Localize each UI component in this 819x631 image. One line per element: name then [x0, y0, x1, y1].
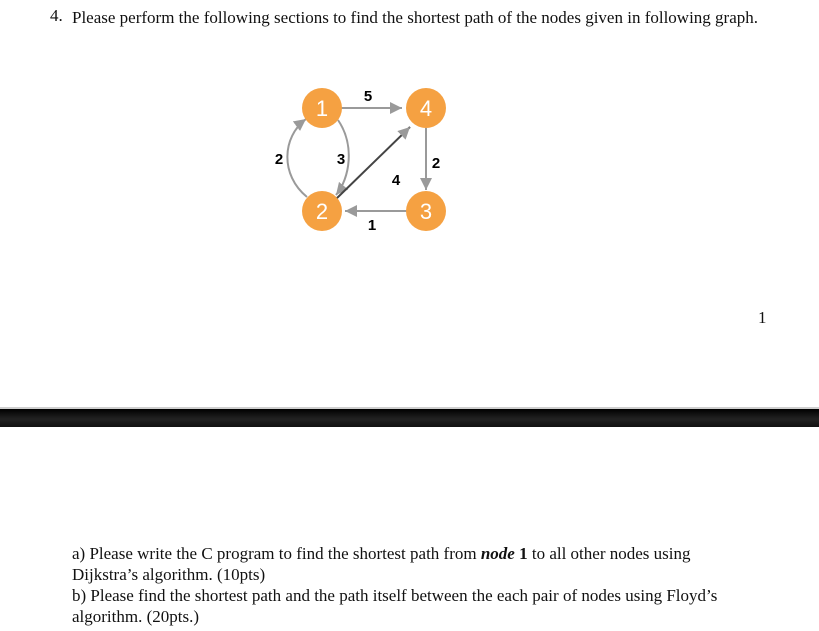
edge-2-1 — [287, 119, 307, 197]
part-b-line1: b) Please find the shortest path and the path itself between the each pair of nodes using Floyd’s — [72, 586, 718, 605]
part-a-line2: Dijkstra’s algorithm. (10pts) — [72, 565, 266, 584]
question-text: Please perform the following sections to find the shortest path of the nodes given in following graph. — [72, 8, 759, 27]
edge-weight-1-4: 5 — [363, 88, 373, 105]
part-a-suffix: to all other nodes using — [527, 544, 691, 563]
node-label-1: 1 — [315, 96, 329, 121]
node-label-3: 3 — [419, 199, 433, 224]
node-label-2: 2 — [315, 199, 329, 224]
edge-weight-4-3: 2 — [431, 155, 441, 172]
edge-weight-2-1: 2 — [274, 151, 284, 168]
graph-node-1 — [302, 88, 342, 128]
graph-node-3 — [406, 191, 446, 231]
part-a-node-num: 1 — [514, 544, 528, 563]
page-number: 1 — [758, 308, 767, 327]
part-b-line2: algorithm. (20pts.) — [72, 607, 200, 626]
part-a-line1 — [72, 543, 802, 564]
page-break-bar — [0, 409, 819, 427]
graph-node-2 — [302, 191, 342, 231]
edge-weight-1-2: 3 — [336, 151, 346, 168]
question-parts — [72, 543, 802, 627]
question-number: 4. — [50, 6, 63, 25]
node-label-4: 4 — [419, 96, 433, 121]
edge-weight-3-2: 1 — [367, 217, 377, 234]
graph-node-4 — [406, 88, 446, 128]
graph-diagram — [250, 75, 480, 250]
edge-weight-2-4: 4 — [391, 172, 401, 189]
part-a-node-word: node — [480, 544, 515, 563]
part-a-prefix: a) Please write the C program to find the shortest path from — [72, 544, 481, 563]
